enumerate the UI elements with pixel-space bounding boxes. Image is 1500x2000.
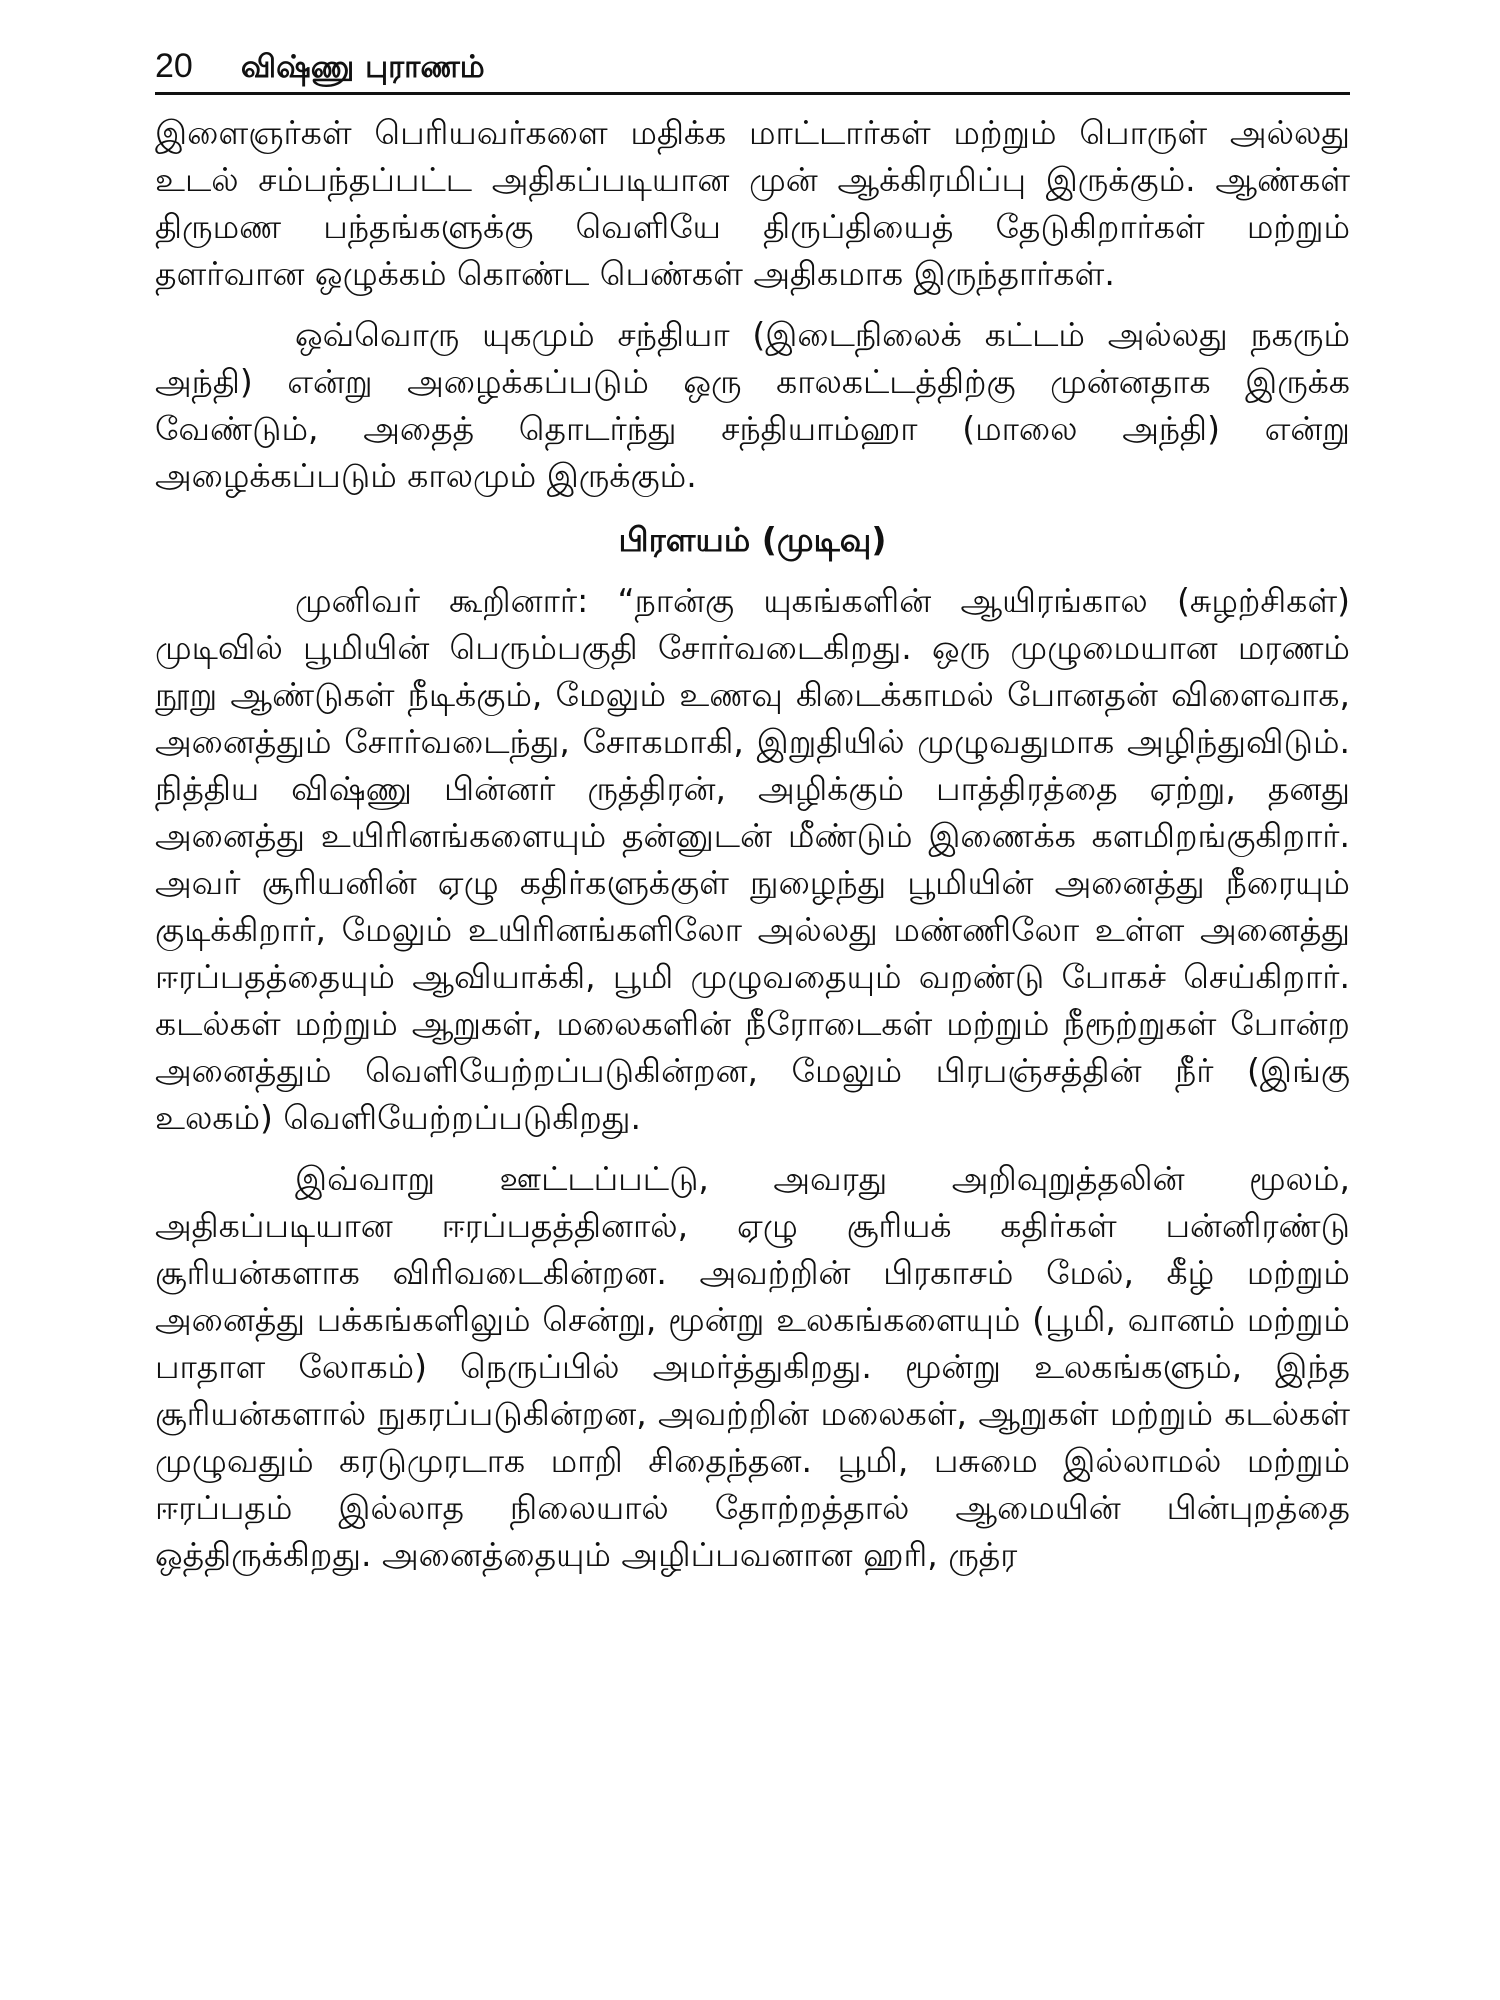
paragraph-2: ஒவ்வொரு யுகமும் சந்தியா (இடைநிலைக் கட்டம் அல்லது நகரும் அந்தி) என்று அழைக்கப்படும் ஒரு காலகட்டத்திற்கு முன்னதாக இருக்க வேண்டும், அதைத் தொடர்ந்து சந்தியாம்ஹா (மாலை அந்தி) என்று அழைக்கப்படும் காலமும் இருக்கும். bbox=[155, 315, 1350, 495]
paragraph-1: இளைஞர்கள் பெரியவர்களை மதிக்க மாட்டார்கள் மற்றும் பொருள் அல்லது உடல் சம்பந்தப்பட்ட அதிகப்படியான முன் ஆக்கிரமிப்பு இருக்கும். ஆண்கள் திருமண பந்தங்களுக்கு வெளியே திருப்தியைத் தேடுகிறார்கள் மற்றும் தளர்வான ஒழுக்கம் கொண்ட பெண்கள் அதிகமாக இருந்தார்கள். bbox=[155, 113, 1350, 293]
page-number: 20 bbox=[155, 47, 193, 85]
section-heading: பிரளயம் (முடிவு) bbox=[618, 520, 887, 559]
running-header bbox=[155, 40, 1350, 95]
book-title: விஷ்ணு புராணம் bbox=[240, 49, 485, 85]
paragraph-4: இவ்வாறு ஊட்டப்பட்டு, அவரது அறிவுறுத்தலின் மூலம், அதிகப்படியான ஈரப்பதத்தினால், ஏழு சூரியக் கதிர்கள் பன்னிரண்டு சூரியன்களாக விரிவடைகின்றன. அவற்றின் பிரகாசம் மேல், கீழ் மற்றும் அனைத்து பக்கங்களிலும் சென்று, மூன்று உலகங்களையும் (பூமி, வானம் மற்றும் பாதாள லோகம்) நெருப்பில் அமர்த்துகிறது. மூன்று உலகங்களும், இந்த சூரியன்களால் நுகரப்படுகின்றன, அவற்றின் மலைகள், ஆறுகள் மற்றும் கடல்கள் முழுவதும் கரடுமுரடாக மாறி சிதைந்தன. பூமி, பசுமை இல்லாமல் மற்றும் ஈரப்பதம் இல்லாத நிலையால் தோற்றத்தால் ஆமையின் பின்புறத்தை ஒத்திருக்கிறது. அனைத்தையும் அழிப்பவனான ஹரி, ருத்ர bbox=[155, 1159, 1350, 1574]
book-page bbox=[155, 40, 1350, 1578]
paragraph-3: முனிவர் கூறினார்: “நான்கு யுகங்களின் ஆயிரங்கால (சுழற்சிகள்) முடிவில் பூமியின் பெரும்பகுதி சோர்வடைகிறது. ஒரு முழுமையான மரணம் நூறு ஆண்டுகள் நீடிக்கும், மேலும் உணவு கிடைக்காமல் போனதன் விளைவாக, அனைத்தும் சோர்வடைந்து, சோகமாகி, இறுதியில் முழுவதுமாக அழிந்துவிடும். நித்திய விஷ்ணு பின்னர் ருத்திரன், அழிக்கும் பாத்திரத்தை ஏற்று, தனது அனைத்து உயிரினங்களையும் தன்னுடன் மீண்டும் இணைக்க களமிறங்குகிறார். அவர் சூரியனின் ஏழு கதிர்களுக்குள் நுழைந்து பூமியின் அனைத்து நீரையும் குடிக்கிறார், மேலும் உயிரினங்களிலோ அல்லது மண்ணிலோ உள்ள அனைத்து ஈரப்பதத்தையும் ஆவியாக்கி, பூமி முழுவதையும் வறண்டு போகச் செய்கிறார். கடல்கள் மற்றும் ஆறுகள், மலைகளின் நீரோடைகள் மற்றும் நீரூற்றுகள் போன்ற அனைத்தும் வெளியேற்றப்படுகின்றன, மேலும் பிரபஞ்சத்தின் நீர் (இங்கு உலகம்) வெளியேற்றப்படுகிறது. bbox=[155, 581, 1350, 1137]
page-content bbox=[155, 109, 1350, 1578]
